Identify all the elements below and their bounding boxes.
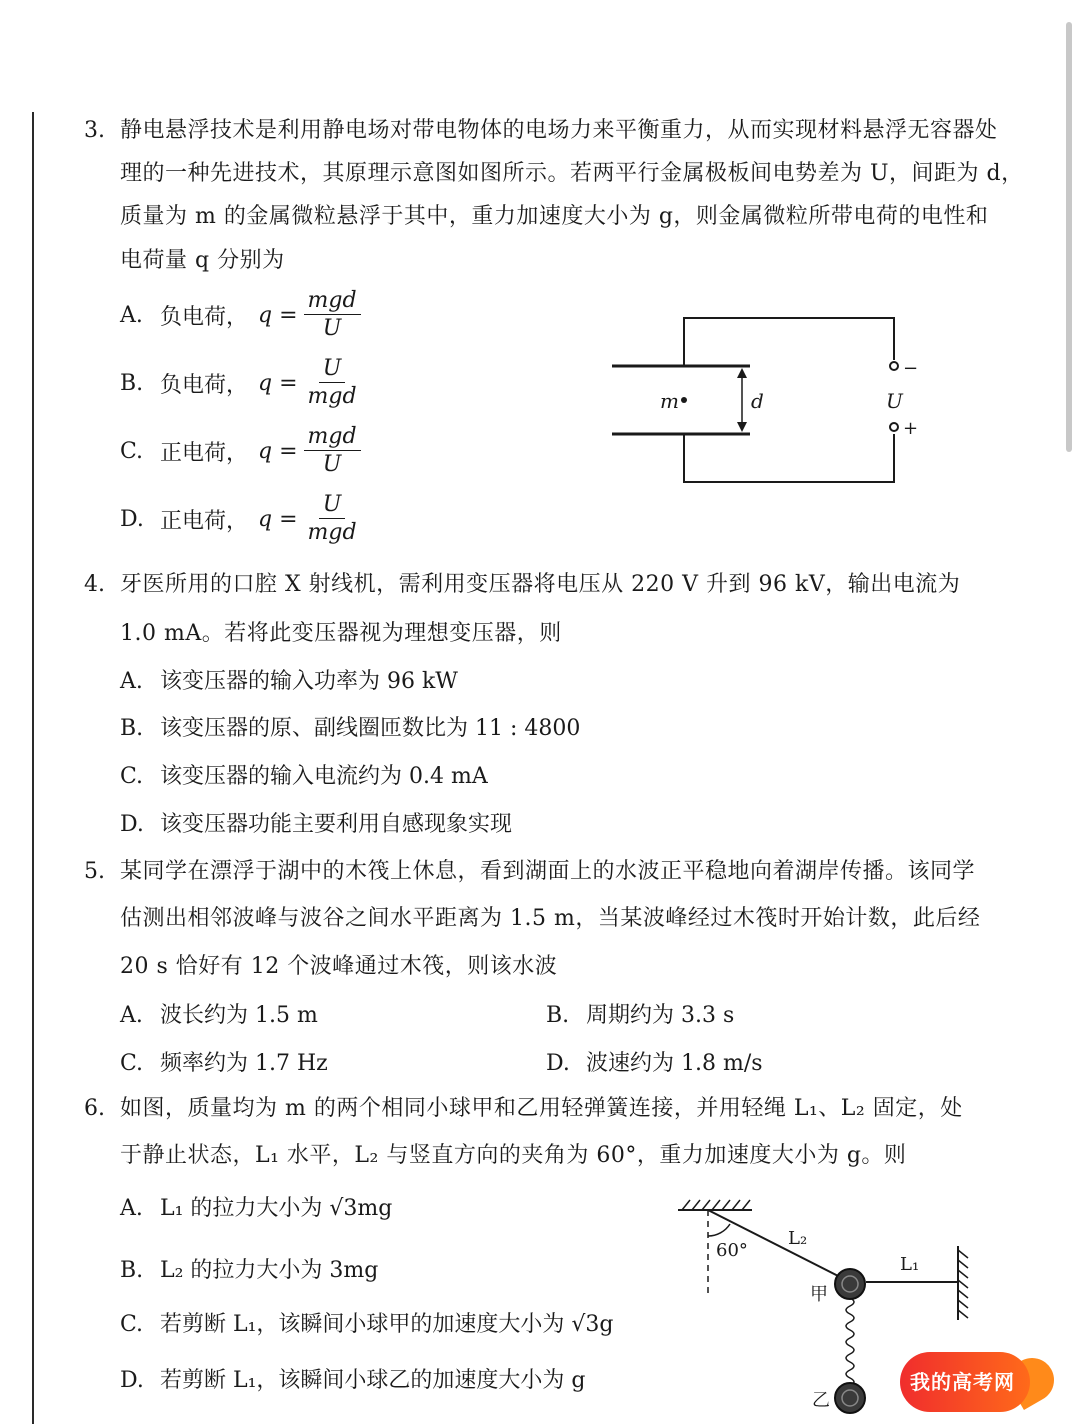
q5-option-c[interactable]: C. 频率约为 1.7 Hz xyxy=(120,1051,328,1076)
q6-option-a[interactable]: A. L₁ 的拉力大小为 √3mg xyxy=(120,1196,393,1221)
q5-stem-line-3: 20 s 恰好有 12 个波峰通过木筏，则该水波 xyxy=(120,954,558,979)
site-watermark-logo: 我的高考网 xyxy=(900,1352,1050,1416)
question-4-number: 4. xyxy=(84,572,105,597)
ball-jia-label: 甲 xyxy=(810,1284,828,1305)
fraction: $\frac{\text{mgd}}{U}$ xyxy=(304,424,361,479)
q6-option-c[interactable]: C. 若剪断 L₁，该瞬间小球甲的加速度大小为 √3g xyxy=(120,1312,614,1337)
wall-hatch xyxy=(958,1250,968,1318)
q3-option-b[interactable]: B. 负电荷， q = $\frac{U}{\text{mgd}}$ xyxy=(120,352,361,414)
angle-label: 60° xyxy=(716,1240,748,1261)
q4-option-c[interactable]: C. 该变压器的输入电流约为 0.4 mA xyxy=(120,764,488,789)
q6-option-b[interactable]: B. L₂ 的拉力大小为 3mg xyxy=(120,1258,379,1283)
ball-yi xyxy=(835,1383,865,1413)
ball-jia xyxy=(835,1269,865,1299)
rope-l1-label: L₁ xyxy=(900,1254,920,1275)
q3-stem-line-3: 质量为 m 的金属微粒悬浮于其中，重力加速度大小为 g，则金属微粒所带电荷的电性和 xyxy=(120,204,989,229)
ceiling-hatch xyxy=(682,1200,750,1210)
ball-yi-label: 乙 xyxy=(812,1390,830,1411)
question-6-number: 6. xyxy=(84,1096,105,1121)
q3-option-c[interactable]: C. 正电荷， q = $\frac{\text{mgd}}{U}$ xyxy=(120,420,361,482)
voltage-label: U xyxy=(886,389,903,413)
bottom-wire xyxy=(684,434,894,482)
q4-option-b[interactable]: B. 该变压器的原、副线圈匝数比为 11 : 4800 xyxy=(120,716,581,741)
q6-stem-line-2: 于静止状态，L₁ 水平，L₂ 与竖直方向的夹角为 60°，重力加速度大小为 g。则 xyxy=(120,1143,907,1168)
q5-option-a[interactable]: A. 波长约为 1.5 m xyxy=(120,1003,318,1028)
q3-stem-line-1: 静电悬浮技术是利用静电场对带电物体的电场力来平衡重力，从而实现材料悬浮无容器处 xyxy=(120,118,998,143)
q6-stem-line-1: 如图，质量均为 m 的两个相同小球甲和乙用轻弹簧连接，并用轻绳 L₁、L₂ 固定，处 xyxy=(120,1096,963,1121)
minus-label: − xyxy=(903,358,919,379)
q5-stem-line-1: 某同学在漂浮于湖中的木筏上休息，看到湖面上的水波正平稳地向着湖岸传播。该同学 xyxy=(120,859,976,884)
plus-label: + xyxy=(903,418,919,439)
scrollbar-thumb[interactable] xyxy=(1066,22,1072,452)
positive-terminal xyxy=(890,423,898,431)
fraction: $\frac{\text{mgd}}{U}$ xyxy=(304,288,361,343)
q4-stem-line-1: 牙医所用的口腔 X 射线机，需利用变压器将电压从 220 V 升到 96 kV，输出电流为 xyxy=(120,572,961,597)
margin-rule xyxy=(32,112,34,1424)
q5-stem-line-2: 估测出相邻波峰与波谷之间水平距离为 1.5 m，当某波峰经过木筏时开始计数，此后经 xyxy=(120,906,981,931)
q4-option-d[interactable]: D. 该变压器功能主要利用自感现象实现 xyxy=(120,812,513,837)
question-5-number: 5. xyxy=(84,859,105,884)
parallel-plate-figure xyxy=(600,300,940,500)
angle-arc xyxy=(708,1224,730,1236)
particle-label: m xyxy=(660,389,679,413)
q3-stem-line-2: 理的一种先进技术，其原理示意图如图所示。若两平行金属极板间电势差为 U，间距为 d， xyxy=(120,161,1024,186)
negative-terminal xyxy=(890,362,898,370)
q3-stem-line-4: 电荷量 q 分别为 xyxy=(120,248,285,273)
q3-option-d[interactable]: D. 正电荷， q = $\frac{U}{\text{mgd}}$ xyxy=(120,488,361,550)
q4-stem-line-2: 1.0 mA。若将此变压器视为理想变压器，则 xyxy=(120,621,562,646)
q4-option-a[interactable]: A. 该变压器的输入功率为 96 kW xyxy=(120,669,458,694)
q5-option-b[interactable]: B. 周期约为 3.3 s xyxy=(546,1003,735,1028)
question-3-number: 3. xyxy=(84,118,105,143)
gap-label: d xyxy=(751,389,764,413)
q6-option-d[interactable]: D. 若剪断 L₁，该瞬间小球乙的加速度大小为 g xyxy=(120,1368,586,1393)
q5-option-d[interactable]: D. 波速约为 1.8 m/s xyxy=(546,1051,763,1076)
q3-option-a[interactable]: A. 负电荷， q = $\frac{\text{mgd}}{U}$ xyxy=(120,284,361,346)
rope-l2-label: L₂ xyxy=(788,1228,808,1249)
particle-dot xyxy=(681,397,687,403)
fraction: $\frac{U}{\text{mgd}}$ xyxy=(307,355,357,409)
top-wire xyxy=(684,318,894,366)
fraction: $\frac{U}{\text{mgd}}$ xyxy=(307,491,357,545)
